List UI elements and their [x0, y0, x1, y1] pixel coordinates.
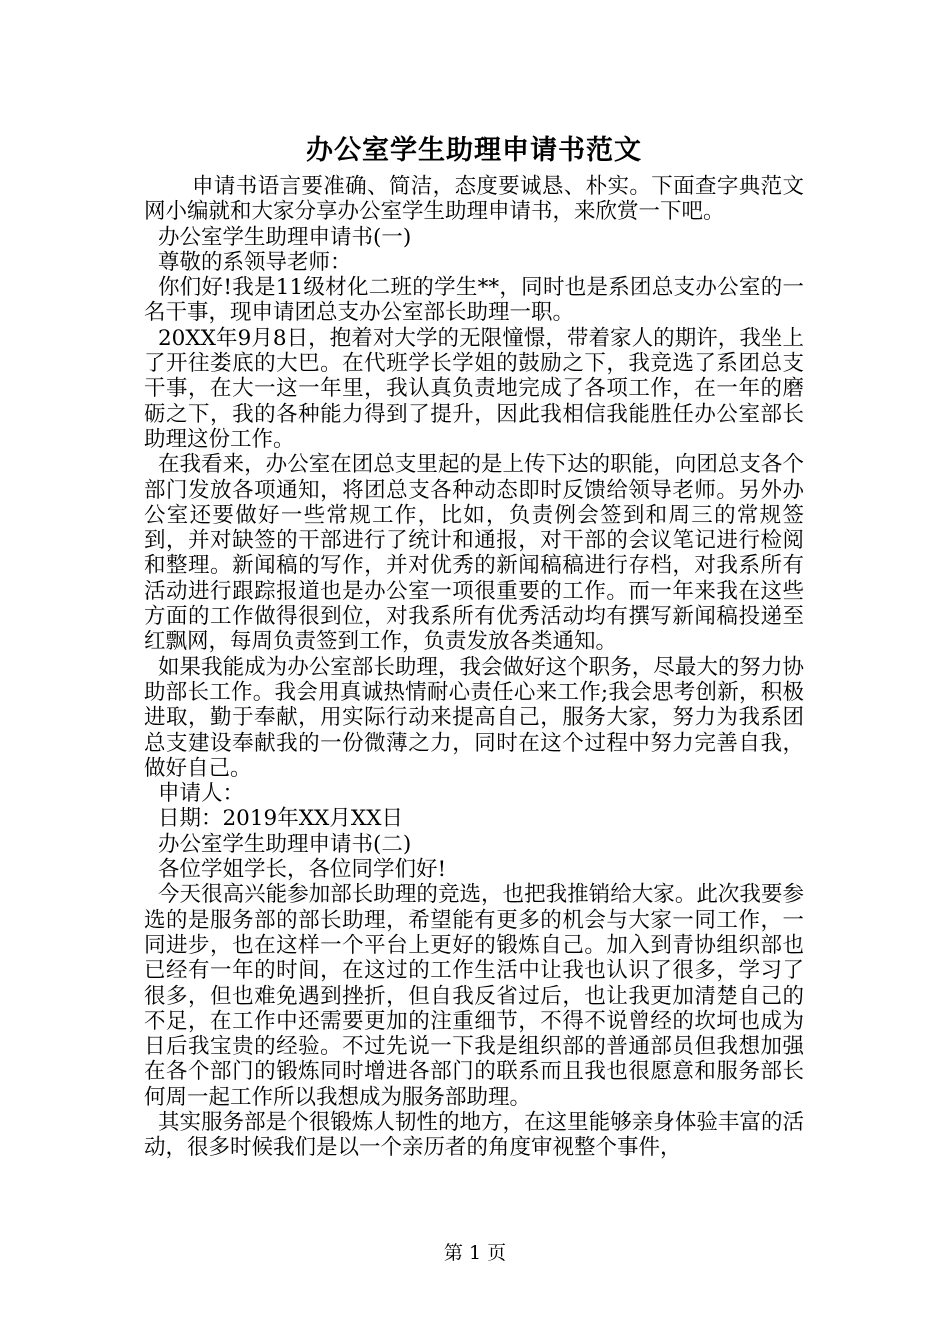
salutation-two: 各位学姐学长，各位同学们好! — [158, 857, 447, 883]
paragraph: 在我看来，办公室在团总支里起的是上传下达的职能，向团总支各个部门发放各项通知，将团总支各种动态即时反馈给领导老师。另外办公室还要做好一些常规工作，比如，负责例会签到和周三的常规签到，并对缺签的干部进行了统计和通报，对干部的会议笔记进行检阅和整理。新闻稿的写作，并对优秀的新闻稿稿进行存档，对我系所有活动进行跟踪报道也是办公室一项很重要的工作。而一年来我在这些方面的工作做得很到位，对我系所有优秀活动均有撰写新闻稿投递至红飘网，每周负责签到工作，负责发放各类通知。 — [144, 452, 804, 655]
salutation-one: 尊敬的系领导老师： — [158, 249, 352, 275]
paragraph: 其实服务部是个很锻炼人韧性的地方，在这里能够亲身体验丰富的活动，很多时候我们是以一个亲历者的角度审视整个事件， — [144, 1109, 804, 1161]
page-number: 第 1 页 — [443, 1242, 507, 1264]
document-title: 办公室学生助理申请书范文 — [306, 135, 642, 166]
paragraph: 如果我能成为办公室部长助理，我会做好这个职务，尽最大的努力协助部长工作。我会用真诚热情耐心责任心来工作;我会思考创新，积极进取，勤于奉献，用实际行动来提高自己，服务大家，努力为我系团总支建设奉献我的一份微薄之力，同时在这个过程中努力完善自我，做好自己。 — [144, 654, 804, 781]
document-page — [144, 128, 804, 1161]
paragraph: 你们好!我是11级材化二班的学生**，同时也是系团总支办公室的一名干事，现申请团总支办公室部长助理一职。 — [144, 275, 804, 326]
applicant-line: 申请人： — [158, 781, 245, 807]
section-heading-one: 办公室学生助理申请书(一) — [158, 224, 412, 250]
date-line: 日期：2019年XX月XX日 — [158, 806, 403, 832]
paragraph-intro: 申请书语言要准确、简洁，态度要诚恳、朴实。下面查字典范文网小编就和大家分享办公室学生助理申请书，来欣赏一下吧。 — [144, 174, 804, 225]
paragraph: 今天很高兴能参加部长助理的竞选，也把我推销给大家。此次我要参选的是服务部的部长助理，希望能有更多的机会与大家一同工作，一同进步，也在这样一个平台上更好的锻炼自己。加入到青协组织部也已经有一年的时间，在这过的工作生活中让我也认识了很多，学习了很多，但也难免遇到挫折，但自我反省过后，也让我更加清楚自己的不足，在工作中还需要更加的注重细节，不得不说曾经的坎坷也成为日后我宝贵的经验。不过先说一下我是组织部的普通部员但我想加强在各个部门的锻炼同时增进各部门的联系而且我也很愿意和服务部长何周一起工作所以我想成为服务部助理。 — [144, 882, 804, 1110]
paragraph: 20XX年9月8日，抱着对大学的无限憧憬，带着家人的期许，我坐上了开往娄底的大巴。在代班学长学姐的鼓励之下，我竞选了系团总支干事，在大一这一年里，我认真负责地完成了各项工作，在一年的磨砺之下，我的各种能力得到了提升，因此我相信我能胜任办公室部长助理这份工作。 — [144, 325, 804, 452]
section-heading-two: 办公室学生助理申请书(二) — [158, 831, 412, 857]
document-body — [144, 174, 804, 1161]
